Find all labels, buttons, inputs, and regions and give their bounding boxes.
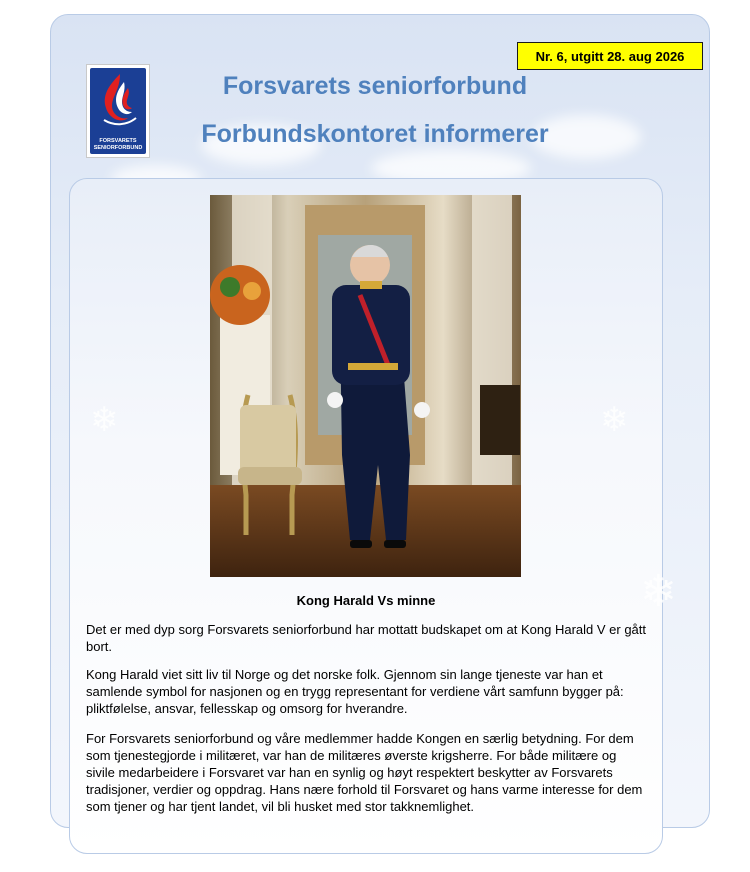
flame-icon (90, 68, 146, 134)
king-portrait-photo (210, 195, 521, 577)
article-paragraph: For Forsvarets seniorforbund og våre medlemmer hadde Kongen en særlig betydning. For dem som tjenestegjorde i militæret, var han de militæres øverste krigsherre. For både militære og sivile medarbeidere i Forsvaret var han en synlig og høyt respektert beskytter av Forsvarets tradisjoner, verdier og oppdrag. Hans nære forhold til Forsvaret og hans varme interesse for dem som tjener og har tjent landet, vil bli husket med stor takknemlighet. (86, 731, 643, 814)
snowflake-icon: ❄ (600, 401, 629, 439)
page-subtitle: Forbundskontoret informerer (201, 120, 549, 148)
forbund-logo (86, 64, 150, 158)
photo-caption: Kong Harald Vs minne (296, 593, 436, 608)
page-title: Forsvarets seniorforbund (222, 72, 528, 100)
snowflake-icon: ❄ (640, 567, 677, 616)
logo-text: SENIORFORBUND (93, 145, 143, 151)
logo-text: FORSVARETS (99, 138, 137, 144)
article-paragraph: Det er med dyp sorg Forsvarets seniorforbund har mottatt budskapet om at Kong Harald V er gått bort. (86, 622, 647, 654)
snowflake-icon: ❄ (90, 401, 119, 439)
issue-badge: Nr. 6, utgitt 28. aug 2026 (517, 42, 703, 70)
article-paragraph: Kong Harald viet sitt liv til Norge og det norske folk. Gjennom sin lange tjeneste var han et samlende symbol for nasjonen og en trygg representant for verdiene vårt samfunn bygger på: pliktfølelse, ansvar, fellesskap og omsorg for hverandre. (86, 667, 624, 716)
